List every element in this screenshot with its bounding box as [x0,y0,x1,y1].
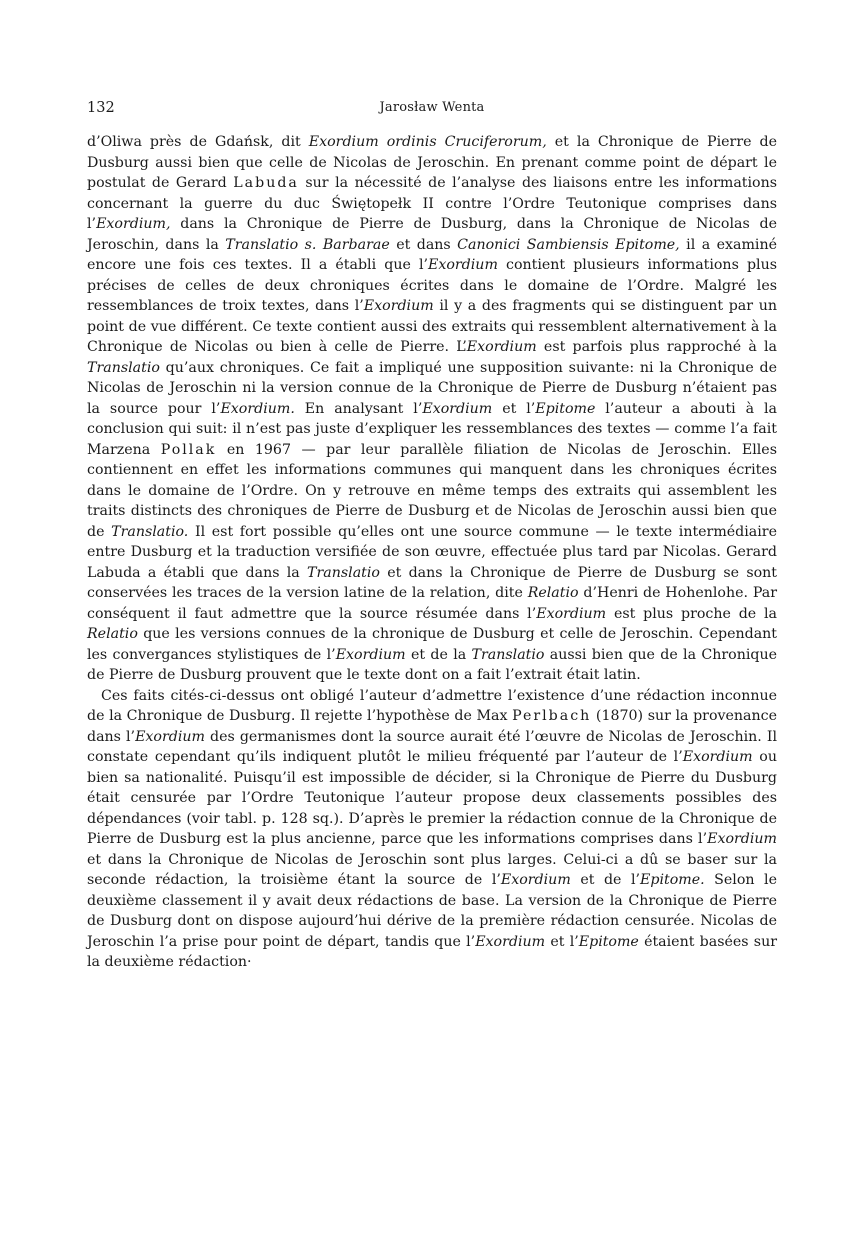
text-run: et de la [405,646,472,663]
text-run: et dans [389,236,458,253]
text-run: que les versions connues de la chronique de Dusburg et celle de Jeroschin. Cependant les convergances stylistiques de l’ [87,626,777,663]
italic-text: Relatio [87,626,138,642]
text-run: sur la nécessité de l’analyse des liaisons entre les informations concernant la guerre du duc Świętopełk II contre l’Ordre Teutonique comprises dans l’ [87,175,777,232]
text-run: il y a des fragments qui se distinguent par un point de vue différent. Ce texte contient aussi des extraits qui ressemblent alternativement à la Chronique de Nicolas ou bien à celle de Pierre. L’ [87,298,777,355]
italic-text: Epitome. [640,872,705,888]
text-run: et l’ [545,933,579,950]
italic-text: Exordium [536,605,607,622]
text-run: il a examiné encore une fois ces textes. Il a établi que l’ [87,236,777,273]
text-run: En analysant l’ [294,400,423,417]
text-run: est plus proche de la [606,605,777,622]
italic-text: Exordium [428,257,498,273]
italic-text: Exordium [707,831,777,847]
text-run: et de l’ [570,872,641,888]
text-run: et dans la Chronique de Pierre de Dusburg se sont conservées les traces de la version latine de la relation, dite [87,564,777,601]
text-run: (1870) sur la provenance dans l’ [87,708,777,745]
body-text [87,132,777,973]
italic-text: Relatio [527,585,579,601]
italic-text: Exordium [475,933,546,950]
italic-text: Exordium [682,749,753,765]
text-run: l’auteur a abouti à la conclusion qui suit: il n’est pas juste d’expliquer les ressemblances des textes — comme l’a fait Marzena [87,400,777,458]
text-run: d’Oliwa près de Gdańsk, dit [87,134,309,150]
text-run: étaient basées sur la deuxième rédaction· [87,933,778,970]
italic-text: Translatio. [111,523,189,540]
italic-text: Exordium, [96,216,171,232]
text-run: et dans la Chronique de Nicolas de Jeroschin sont plus larges. Celui-ci a dû se baser sur la seconde rédaction, la troisième étant la source de l’ [87,851,777,888]
text-run: et l’ [492,400,536,417]
italic-text: Exordium [335,646,406,663]
spaced-name: Labuda [233,175,299,191]
italic-text: Exordium. [220,400,295,417]
italic-text: Exordium ordinis Cruciferorum, [308,134,547,150]
italic-text: Translatio [307,564,380,581]
italic-text: Translatio s. Barbarae [225,236,390,253]
italic-text: Epitome [578,933,639,950]
text-run: Ces faits cités-ci-dessus ont obligé l’auteur d’admettre l’existence d’une rédaction inconnue de la Chronique de Dusburg. Il rejette l’hypothèse de Max [87,687,777,724]
text-run: dans la Chronique de Pierre de Dusburg, dans la Chronique de Nicolas de Jeroschin, dans la [87,216,777,253]
text-run: Il est fort possible qu’elles ont une source commune — le texte intermédiaire entre Dusburg et la traduction versifiée de son œuvre, effectuée plus tard par Nicolas. Gerard Labuda a établi que dans la [87,523,777,581]
italic-text: Translatio [471,646,545,663]
italic-text: Exordium [500,872,571,888]
text-run: d’Henri de Hohenlohe. Par conséquent il faut admettre que la source résumée dans l’ [87,585,777,622]
running-title: Jarosław Wenta [379,100,485,115]
italic-text: Exordium [363,298,434,314]
paragraph [87,686,777,973]
italic-text: Epitome [535,400,596,417]
text-run: et la Chronique de Pierre de Dusburg aussi bien que celle de Nicolas de Jeroschin. En prenant comme point de départ le postulat de Gerard [87,134,778,191]
italic-text: Exordium [422,400,493,417]
running-head [87,98,777,122]
paragraph [87,132,777,686]
spaced-name: Pollak [160,441,217,458]
text-run: est parfois plus rapproché à la [536,339,777,355]
spaced-name: Perlbach [512,708,592,724]
text-run: des germanismes dont la source aurait été l’œuvre de Nicolas de Jeroschin. Il constate cependant qu’ils indiquent plutôt le milieu fréquenté par l’auteur de l’ [87,728,777,765]
text-run: qu’aux chroniques. Ce fait a impliqué une supposition suivante: ni la Chronique de Nicolas de Jeroschin ni la version connue de la Chronique de Pierre de Dusburg n’étaient pas la source pour l’ [87,359,777,417]
page-number: 132 [87,100,115,116]
text-run: en 1967 — par leur parallèle filiation de Nicolas de Jeroschin. Elles contiennent en effet les informations communes qui manquent dans les chroniques écrites dans le domaine de l’Ordre. On y retrouve en même temps des extraits qui assemblent les traits distincts des chroniques de Pierre de Dusburg et de Nicolas de Jeroschin aussi bien que de [87,441,777,540]
text-run: aussi bien que de la Chronique de Pierre de Dusburg prouvent que le texte dont on a fait l’extrait était latin. [87,646,777,683]
text-run: Selon le deuxième classement il y avait deux rédactions de base. La version de la Chronique de Pierre de Dusburg dont on dispose aujourd’hui dérive de la première rédaction censurée. Nicolas de Jeroschin l’a prise pour point de départ, tandis que l’ [87,872,777,950]
text-run: ou bien sa nationalité. Puisqu’il est impossible de décider, si la Chronique de Pierre du Dusburg était censurée par l’Ordre Teutonique l’auteur propose deux classements possibles des dépendances (voir tabl. p. 128 sq.). D’après le premier la rédaction connue de la Chronique de Pierre de Dusburg est la plus ancienne, parce que les informations comprises dans l’ [87,749,777,847]
italic-text: Exordium [466,339,537,355]
italic-text: Exordium [135,728,205,745]
italic-text: Translatio [87,359,160,376]
italic-text: Canonici Sambiensis Epitome, [457,236,680,253]
page [87,98,777,973]
text-run: contient plusieurs informations plus précises de celles de deux chroniques écrites dans le domaine de l’Ordre. Malgré les ressemblances de troix textes, dans l’ [87,257,777,314]
